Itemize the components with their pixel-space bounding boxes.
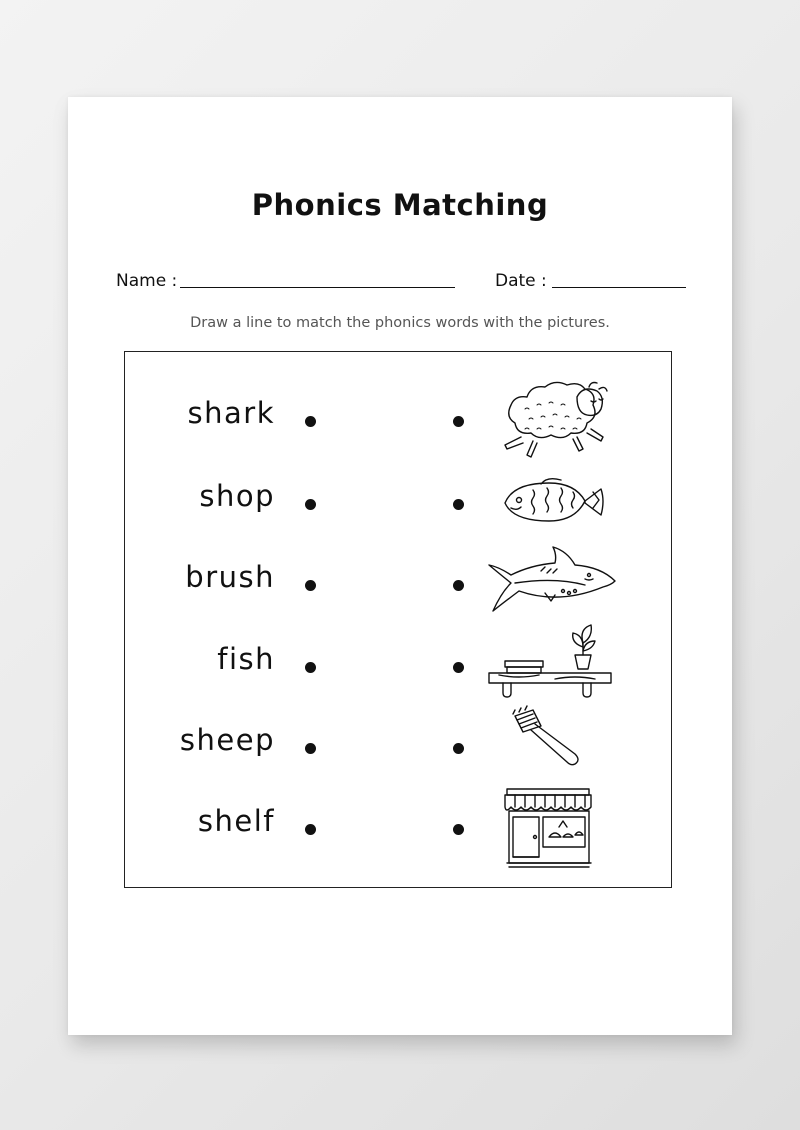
word-label: shark [187,396,275,430]
right-dot[interactable] [453,416,464,427]
shark-icon [485,539,625,629]
word-label: fish [217,642,275,676]
worksheet-page [68,97,732,1035]
right-dot[interactable] [453,743,464,754]
right-dot[interactable] [453,824,464,835]
shop-icon [485,783,625,873]
word-label: shelf [197,804,275,838]
left-dot[interactable] [305,824,316,835]
match-row [125,473,673,533]
left-dot[interactable] [305,662,316,673]
right-dot[interactable] [453,580,464,591]
date-label: Date : [495,271,547,291]
word-label: shop [199,479,275,513]
fish-icon [485,458,625,548]
word-label: sheep [179,723,275,757]
sheep-icon [485,375,625,465]
match-row [125,717,673,777]
left-dot[interactable] [305,580,316,591]
left-dot[interactable] [305,743,316,754]
left-dot[interactable] [305,416,316,427]
word-label: brush [185,560,275,594]
match-row [125,798,673,858]
left-dot[interactable] [305,499,316,510]
match-row [125,554,673,614]
matching-box [124,351,672,888]
brush-icon [485,702,625,792]
date-line[interactable] [552,287,686,288]
name-line[interactable] [180,287,455,288]
page-title: Phonics Matching [251,188,549,222]
match-row [125,636,673,696]
name-label: Name : [116,271,178,291]
match-row [125,390,673,450]
right-dot[interactable] [453,499,464,510]
instruction-text: Draw a line to match the phonics words with the pictures. [190,315,610,331]
shelf-icon [485,621,625,711]
right-dot[interactable] [453,662,464,673]
